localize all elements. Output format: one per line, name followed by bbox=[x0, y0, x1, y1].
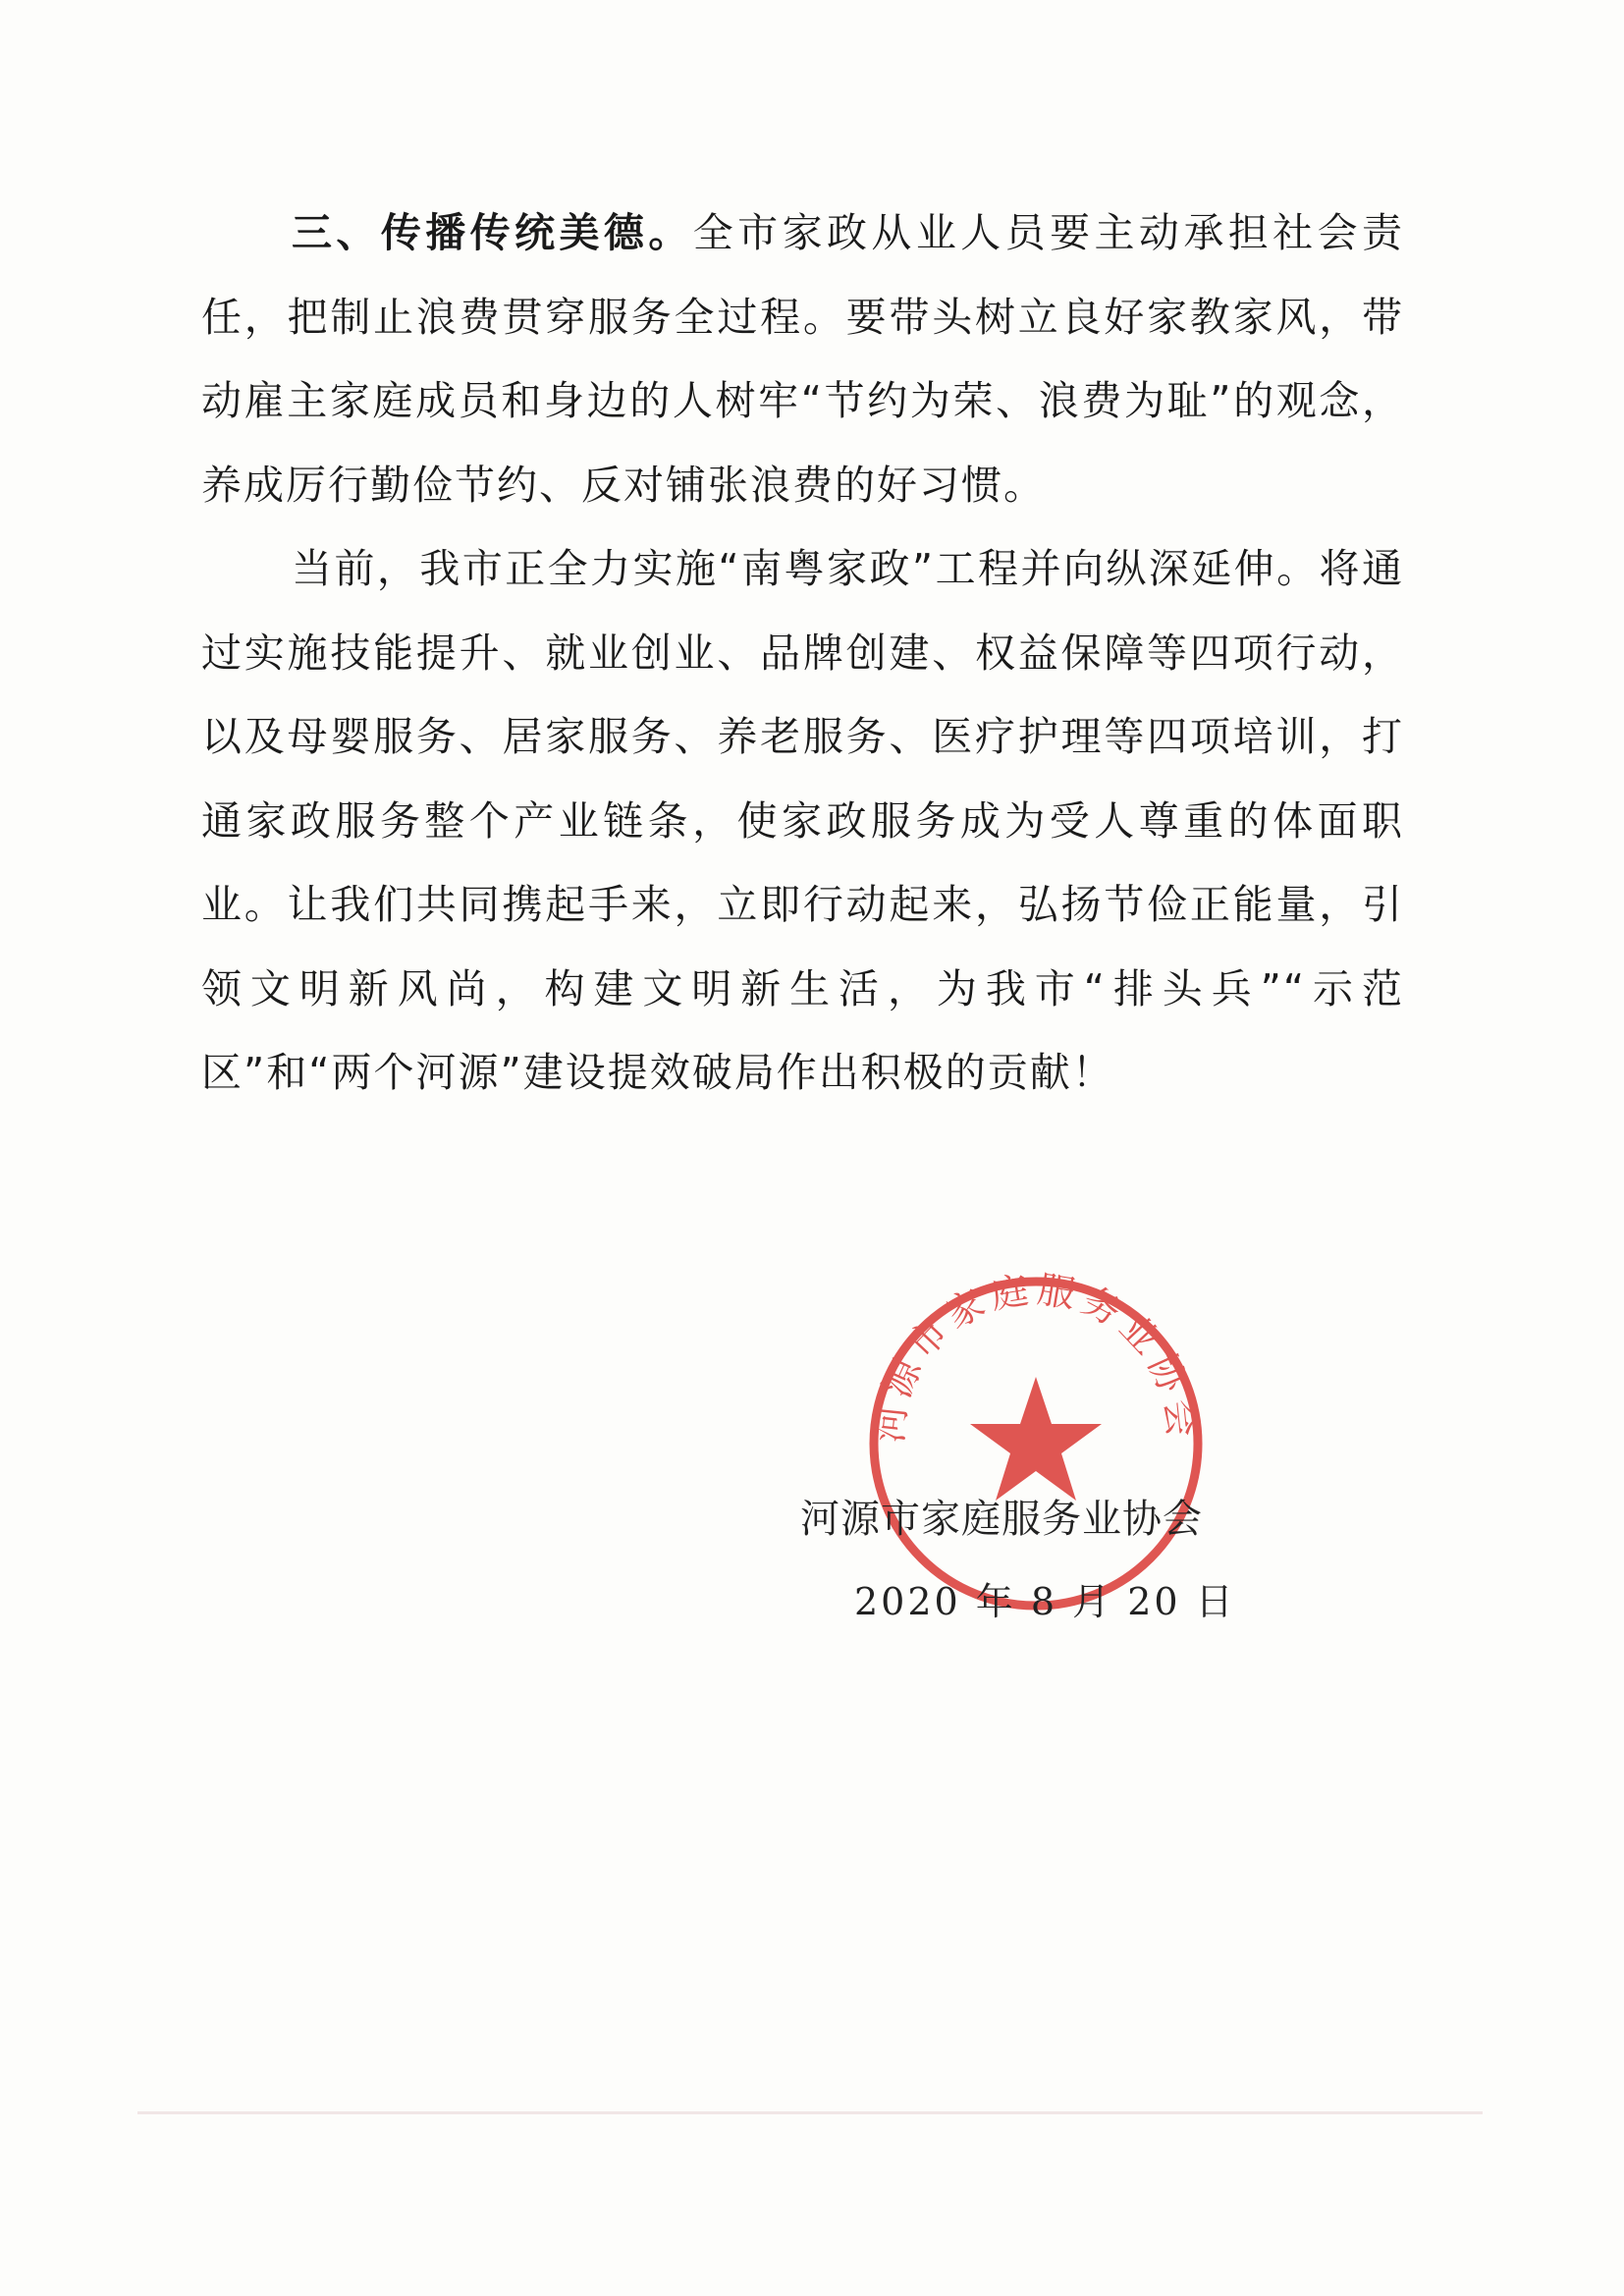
body-text bbox=[201, 191, 1404, 1116]
paragraph-text: 当前，我市正全力实施“南粤家政”工程并向纵深延伸。将通过实施技能提升、就业创业、品牌创建、权益保障等四项行动，以及母婴服务、居家服务、养老服务、医疗护理等四项培训，打通家政服务整个产业链条，使家政服务成为受人尊重的体面职业。让我们共同携起手来，立即行动起来，弘扬节俭正能量，引领文明新风尚，构建文明新生活，为我市“排头兵”“示范区”和“两个河源”建设提效破局作出积极的贡献！ bbox=[201, 545, 1404, 1096]
paragraph-heading: 三、传播传统美德。 bbox=[292, 209, 693, 256]
signature: 河源市家庭服务业协会 bbox=[800, 1497, 1203, 1542]
seal-star-icon bbox=[970, 1377, 1102, 1501]
seal-text: 河源市家庭服务业协会 bbox=[867, 1267, 1205, 1446]
paragraph-text: 全市家政从业人员要主动承担社会责任，把制止浪费贯穿服务全过程。要带头树立良好家教家风，带动雇主家庭成员和身边的人树牢“节约为荣、浪费为耻”的观念，养成厉行勤俭节约、反对铺张浪费的好习惯。 bbox=[201, 209, 1404, 509]
paragraph-2 bbox=[201, 527, 1404, 1116]
official-seal bbox=[859, 1267, 1213, 1620]
footer-divider bbox=[137, 2111, 1483, 2114]
paragraph-1 bbox=[201, 191, 1404, 527]
document-date: 2020 年 8 月 20 日 bbox=[854, 1580, 1236, 1623]
